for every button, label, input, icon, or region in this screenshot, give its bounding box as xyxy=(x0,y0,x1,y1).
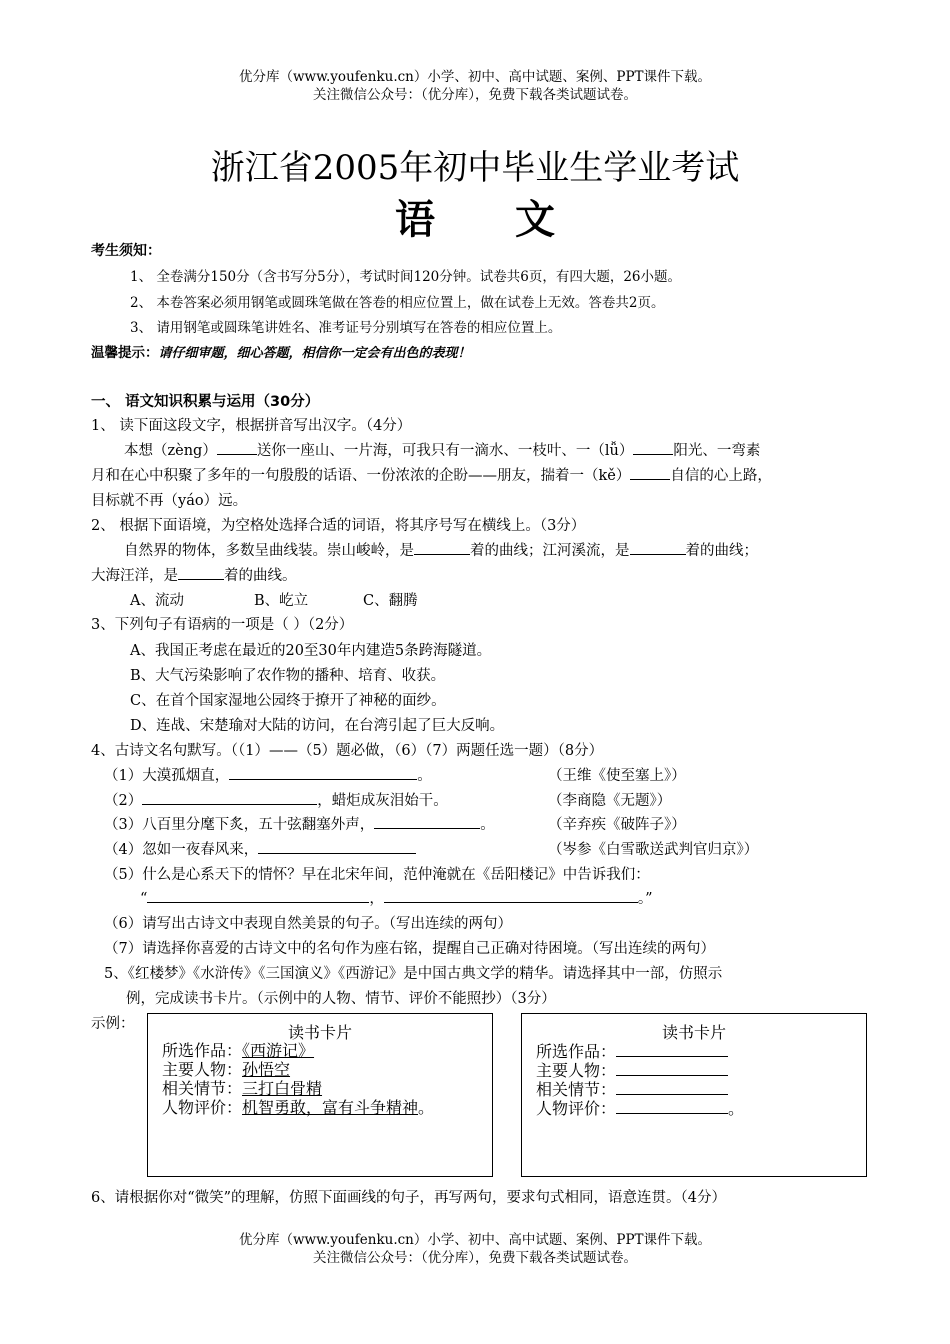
q4-r5-blank-1[interactable] xyxy=(147,888,369,903)
card1-value-comment: 机智勇敢，富有斗争精神 xyxy=(242,1098,419,1117)
q1-text-a: 本想（zèng） xyxy=(124,443,217,459)
q3-option-a: A、我国正考虑在最近的20至30年内建造5条跨海隧道。 xyxy=(130,643,492,659)
subject-title xyxy=(0,188,950,245)
card2-row-work xyxy=(536,1041,728,1061)
q4-r1-end: 。 xyxy=(417,768,432,784)
notice-item-3: 3、 请用钢笔或圆珠笔讲姓名、准考证号分别填写在答卷的相应位置上。 xyxy=(130,320,562,336)
q2-option-b: B、屹立 xyxy=(254,593,309,609)
q3-stem: 3、下列句子有语病的一项是（ ）（2分） xyxy=(91,617,354,633)
q4-r1-source: （王维《使至塞上》） xyxy=(548,768,686,784)
notice-item-1: 1、 全卷满分150分（含书写分5分），考试时间120分钟。试卷共6页，有四大题，26小题。 xyxy=(130,269,682,285)
card2-label-plot: 相关情节： xyxy=(536,1080,617,1099)
card1-row-comment xyxy=(162,1098,434,1117)
q1-text-c: 阳光、一弯素 xyxy=(673,443,761,459)
card2-blank-character[interactable] xyxy=(616,1060,728,1076)
subject-char-2: 文 xyxy=(515,196,555,243)
q2-option-c: C、翻腾 xyxy=(363,593,418,609)
card2-blank-plot[interactable] xyxy=(616,1079,728,1095)
q4-row-5-answer xyxy=(140,887,653,908)
q4-row-6: （6）请写出古诗文中表现自然美景的句子。（写出连续的两句） xyxy=(104,916,512,932)
q4-row-5: （5）什么是心系天下的情怀？早在北宋年间，范仲淹就在《岳阳楼记》中告诉我们： xyxy=(104,867,650,883)
reading-card-example xyxy=(147,1013,493,1177)
card2-label-comment: 人物评价： xyxy=(536,1099,617,1118)
q1-line-1 xyxy=(124,439,760,460)
q2-text-a: 自然界的物体，多数呈曲线装。崇山峻岭，是 xyxy=(124,543,414,559)
footer-line-2: 关注微信公众号：（优分库），免费下载各类试题试卷。 xyxy=(313,1250,637,1266)
card2-blank-comment[interactable] xyxy=(616,1098,728,1114)
card1-row-plot xyxy=(162,1079,322,1098)
q4-r1-text: （1）大漠孤烟直， xyxy=(104,768,230,784)
header-line-1: 优分库（www.youfenku.cn）小学、初中、高中试题、案例、PPT课件下载。 xyxy=(238,69,712,85)
q1-text-b: 送你一座山、一片海，可我只有一滴水、一枝叶、一（lǚ） xyxy=(256,443,634,459)
q3-option-c: C、在首个国家湿地公园终于撩开了神秘的面纱。 xyxy=(130,693,446,709)
q4-row-2 xyxy=(104,789,448,810)
exam-title: 浙江省2005年初中毕业生学业考试 xyxy=(210,148,740,188)
q4-r2-blank[interactable] xyxy=(142,790,317,805)
q2-text-b: 着的曲线；江河溪流，是 xyxy=(470,543,630,559)
card2-row-plot xyxy=(536,1079,728,1099)
q2-text-c: 着的曲线； xyxy=(685,543,758,559)
card1-label-comment: 人物评价： xyxy=(162,1098,243,1117)
card2-title: 读书卡片 xyxy=(661,1023,726,1042)
q4-r3-end: 。 xyxy=(480,817,495,833)
q4-r4-source: （岑参《白雪歌送武判官归京》） xyxy=(548,842,759,858)
card1-label-work: 所选作品： xyxy=(162,1041,243,1060)
q1-stem: 1、 读下面这段文字，根据拼音写出汉字。（4分） xyxy=(91,418,412,434)
card2-label-character: 主要人物： xyxy=(536,1061,617,1080)
card1-value-work: 《西游记》 xyxy=(242,1041,315,1060)
card1-title: 读书卡片 xyxy=(287,1023,352,1042)
card1-value-plot: 三打白骨精 xyxy=(242,1079,323,1098)
card2-row-character xyxy=(536,1060,728,1080)
q4-r3-text: （3）八百里分麾下炙，五十弦翻塞外声， xyxy=(104,817,375,833)
q4-r1-blank[interactable] xyxy=(229,765,417,780)
card1-label-character: 主要人物： xyxy=(162,1060,243,1079)
card1-row-character xyxy=(162,1060,290,1079)
q4-r2-text: （2） xyxy=(104,793,143,809)
q4-row-1 xyxy=(104,764,432,785)
q4-r5-comma: ， xyxy=(369,891,384,907)
q2-blank-1[interactable] xyxy=(414,540,470,555)
card1-value-character: 孙悟空 xyxy=(242,1060,291,1079)
q4-r4-text: （4）忽如一夜春风来， xyxy=(104,842,259,858)
tip-line xyxy=(91,341,471,361)
section1-heading: 一、 语文知识积累与运用（30分） xyxy=(91,394,320,410)
tip-text: 请仔细审题，细心答题，相信你一定会有出色的表现！ xyxy=(158,346,471,361)
q5-stem-1: 5、《红楼梦》《水浒传》《三国演义》《西游记》是中国古典文学的精华。请选择其中一部，仿照示 xyxy=(104,966,723,982)
q2-text-e: 着的曲线。 xyxy=(224,568,297,584)
q2-option-a: A、流动 xyxy=(130,593,184,609)
header-line-2: 关注微信公众号：（优分库），免费下载各类试题试卷。 xyxy=(313,87,637,103)
q5-stem-2: 例，完成读书卡片。（示例中的人物、情节、评价不能照抄）（3分） xyxy=(126,991,556,1007)
q4-r3-blank[interactable] xyxy=(374,814,480,829)
q1-blank-3[interactable] xyxy=(630,465,670,480)
card2-label-work: 所选作品： xyxy=(536,1042,617,1061)
q4-row-3 xyxy=(104,813,495,834)
q4-r3-source: （辛弃疾《破阵子》） xyxy=(548,817,686,833)
q1-line-3: 目标就不再（yáo）远。 xyxy=(91,493,248,509)
q1-text-e: 自信的心上路， xyxy=(670,468,772,484)
q1-blank-1[interactable] xyxy=(217,440,257,455)
q4-r5-open-quote: “ xyxy=(140,891,148,907)
q1-text-d: 月和在心中积聚了多年的一句殷殷的话语、一份浓浓的企盼——朋友，揣着一（kě） xyxy=(91,468,631,484)
q4-r2-end: ，蜡炬成灰泪始干。 xyxy=(317,793,448,809)
q4-row-7: （7）请选择你喜爱的古诗文中的名句作为座右铭，提醒自己正确对待困境。（写出连续的两句） xyxy=(104,941,715,957)
footer-line-1: 优分库（www.youfenku.cn）小学、初中、高中试题、案例、PPT课件下载。 xyxy=(238,1232,712,1248)
q2-stem: 2、 根据下面语境，为空格处选择合适的词语，将其序号写在横线上。（3分） xyxy=(91,518,586,534)
notice-heading: 考生须知： xyxy=(91,243,161,259)
q3-option-b: B、大气污染影响了农作物的播种、培育、收获。 xyxy=(130,668,446,684)
q6-stem: 6、请根据你对“微笑”的理解，仿照下面画线的句子，再写两句，要求句式相同，语意连贯。（4分） xyxy=(91,1190,727,1206)
notice-item-2: 2、 本卷答案必须用钢笔或圆珠笔做在答卷的相应位置上，做在试卷上无效。答卷共2页。 xyxy=(130,295,665,311)
q3-option-d: D、连战、宋楚瑜对大陆的访问，在台湾引起了巨大反响。 xyxy=(130,718,505,734)
subject-char-1: 语 xyxy=(395,196,435,243)
q2-line-1 xyxy=(124,539,758,560)
q2-blank-2[interactable] xyxy=(630,540,686,555)
q4-r2-source: （李商隐《无题》） xyxy=(548,793,672,809)
q1-blank-2[interactable] xyxy=(633,440,673,455)
card2-row-comment xyxy=(536,1098,744,1118)
q2-text-d: 大海汪洋，是 xyxy=(91,568,178,584)
card2-end: 。 xyxy=(728,1099,745,1118)
card1-end: 。 xyxy=(418,1098,435,1117)
reading-card-answer xyxy=(521,1013,867,1177)
q4-r4-blank[interactable] xyxy=(258,839,416,854)
q2-line-2 xyxy=(91,564,297,585)
q4-row-4 xyxy=(104,838,416,859)
q2-blank-3[interactable] xyxy=(178,565,224,580)
tip-label: 温馨提示： xyxy=(91,345,159,361)
card2-blank-work[interactable] xyxy=(616,1041,728,1057)
q4-r5-blank-2[interactable] xyxy=(384,888,638,903)
q4-stem: 4、古诗文名句默写。（（1）——（5）题必做，（6）（7）两题任选一题）（8分） xyxy=(91,743,604,759)
q1-line-2 xyxy=(91,464,772,485)
card1-row-work xyxy=(162,1041,314,1060)
card1-label-plot: 相关情节： xyxy=(162,1079,243,1098)
q4-r5-close-quote: 。” xyxy=(637,891,653,907)
q5-example-label: 示例： xyxy=(91,1016,135,1032)
